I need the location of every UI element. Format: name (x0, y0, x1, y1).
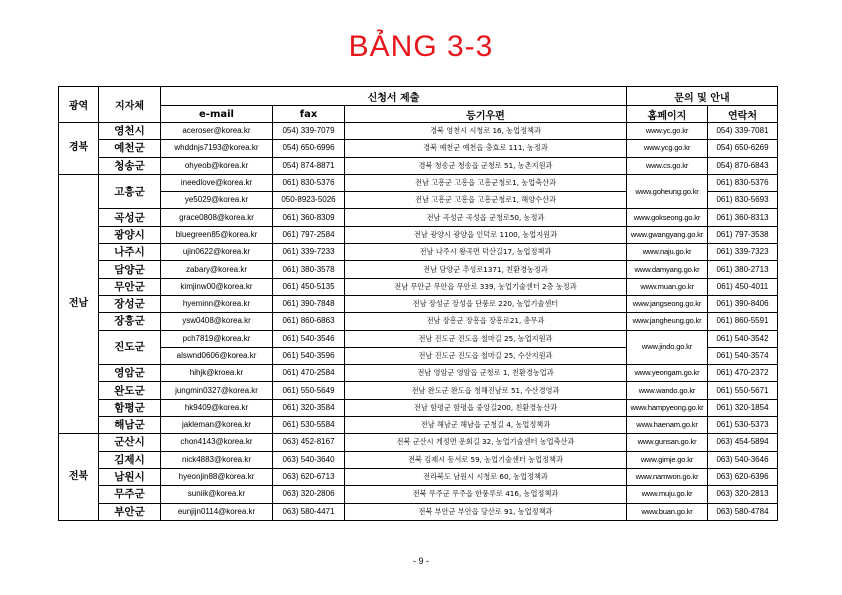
email-cell: ye5029@korea.kr (161, 192, 273, 209)
fax-cell: 061) 860-6863 (273, 313, 345, 330)
fax-cell: 061) 530-5584 (273, 417, 345, 434)
table-row (59, 123, 778, 140)
header-contact: 연락처 (708, 106, 778, 123)
address-cell: 전북 무주군 무주읍 한풍루로 416, 농업정책과 (345, 486, 627, 503)
address-cell: 전남 담양군 추성로1371, 친환경농정과 (345, 261, 627, 278)
contact-cell: 054) 870-6843 (708, 157, 778, 174)
email-cell: hihjk@kroea.kr (161, 365, 273, 382)
fax-cell: 063) 540-3640 (273, 451, 345, 468)
homepage-cell: www.gokseong.go.kr (627, 209, 708, 226)
header-homepage: 홈페이지 (627, 106, 708, 123)
fax-cell: 050-8923-5026 (273, 192, 345, 209)
contact-cell: 061) 797-3538 (708, 226, 778, 243)
address-cell: 전남 무안군 무안읍 무안로 339, 농업기술센터 2층 농정과 (345, 278, 627, 295)
table-row (59, 330, 778, 347)
address-cell: 경북 예천군 예천읍 충효로 111, 농정과 (345, 140, 627, 157)
fax-cell: 061) 540-3546 (273, 330, 345, 347)
region-cell: 전북 (59, 434, 99, 520)
page-title: BẢNG 3-3 (348, 30, 494, 63)
address-cell: 전남 장성군 장성읍 단풍로 220, 농업기술센터 (345, 295, 627, 312)
address-cell: 전남 고흥군 고흥읍 고흥군청로1, 해양수산과 (345, 192, 627, 209)
municipality-cell: 나주시 (99, 244, 161, 261)
header-mail: 등기우편 (345, 106, 627, 123)
header-region: 광역 (59, 87, 99, 123)
email-cell: alswnd0606@korea.kr (161, 347, 273, 364)
fax-cell: 061) 339-7233 (273, 244, 345, 261)
municipality-cell: 영암군 (99, 365, 161, 382)
table-row (59, 140, 778, 157)
fax-cell: 063) 320-2806 (273, 486, 345, 503)
municipality-cell: 군산시 (99, 434, 161, 451)
municipality-cell: 장성군 (99, 295, 161, 312)
region-cell: 전남 (59, 174, 99, 433)
contact-cell: 061) 339-7323 (708, 244, 778, 261)
email-cell: hk9409@korea.kr (161, 399, 273, 416)
homepage-cell: www.buan.go.kr (627, 503, 708, 520)
municipality-cell: 담양군 (99, 261, 161, 278)
municipality-cell: 청송군 (99, 157, 161, 174)
municipality-cell: 진도군 (99, 330, 161, 365)
municipality-cell: 고흥군 (99, 174, 161, 209)
homepage-cell: www.jangseong.go.kr (627, 295, 708, 312)
contact-cell: 063) 540-3646 (708, 451, 778, 468)
fax-cell: 063) 452-8167 (273, 434, 345, 451)
address-cell: 전남 나주시 왕곡면 덕산길17, 농업정책과 (345, 244, 627, 261)
address-cell: 전북 부안군 부안읍 당산로 91, 농업정책과 (345, 503, 627, 520)
fax-cell: 063) 580-4471 (273, 503, 345, 520)
table-row (59, 365, 778, 382)
contact-table (58, 86, 778, 521)
email-cell: bluegreen85@korea.kr (161, 226, 273, 243)
fax-cell: 061) 450-5135 (273, 278, 345, 295)
email-cell: zabary@korea.kr (161, 261, 273, 278)
email-cell: hyeminn@korea.kr (161, 295, 273, 312)
table-row (59, 209, 778, 226)
address-cell: 전남 곡성군 곡성읍 군청로50, 농정과 (345, 209, 627, 226)
municipality-cell: 김제시 (99, 451, 161, 468)
table-row (59, 313, 778, 330)
table-row (59, 503, 778, 520)
header-inquiry: 문의 및 안내 (627, 87, 778, 106)
address-cell: 전라북도 남원시 시청로 60, 농업정책과 (345, 468, 627, 485)
municipality-cell: 무안군 (99, 278, 161, 295)
address-cell: 경북 영천시 시청로 16, 농업정책과 (345, 123, 627, 140)
homepage-cell: www.namwon.go.kr (627, 468, 708, 485)
table-row (59, 434, 778, 451)
contact-cell: 063) 454-5894 (708, 434, 778, 451)
homepage-cell: www.jindo.go.kr (627, 330, 708, 365)
table-row (59, 226, 778, 243)
email-cell: ohyeob@korea.kr (161, 157, 273, 174)
contact-cell: 061) 860-5591 (708, 313, 778, 330)
homepage-cell: www.gimje.go.kr (627, 451, 708, 468)
homepage-cell: www.wando.go.kr (627, 382, 708, 399)
email-cell: nick4883@korea.kr (161, 451, 273, 468)
email-cell: eunjijn0114@korea.kr (161, 503, 273, 520)
header-municipality: 지자체 (99, 87, 161, 123)
address-cell: 전남 영암군 영암읍 군청로 1, 친환경농업과 (345, 365, 627, 382)
fax-cell: 061) 320-3584 (273, 399, 345, 416)
address-cell: 전북 김제시 동서로 59, 농업기술센터 농업정책과 (345, 451, 627, 468)
homepage-cell: www.damyang.go.kr (627, 261, 708, 278)
table-row (59, 382, 778, 399)
homepage-cell: www.goheung.go.kr (627, 174, 708, 209)
fax-cell: 061) 380-3578 (273, 261, 345, 278)
municipality-cell: 광양시 (99, 226, 161, 243)
fax-cell: 061) 797-2584 (273, 226, 345, 243)
fax-cell: 061) 360-8309 (273, 209, 345, 226)
table-row (59, 486, 778, 503)
email-cell: ysw0408@korea.kr (161, 313, 273, 330)
contact-cell: 061) 540-3542 (708, 330, 778, 347)
fax-cell: 061) 540-3596 (273, 347, 345, 364)
email-cell: aceroser@korea.kr (161, 123, 273, 140)
email-cell: whddnjs7193@korea.kr (161, 140, 273, 157)
contact-cell: 061) 320-1854 (708, 399, 778, 416)
homepage-cell: www.ycg.go.kr (627, 140, 708, 157)
table-row (59, 399, 778, 416)
table-row (59, 451, 778, 468)
email-cell: jungmin0327@korea.kr (161, 382, 273, 399)
contact-cell: 063) 320-2813 (708, 486, 778, 503)
email-cell: hyeonjin88@korea.kr (161, 468, 273, 485)
fax-cell: 061) 390-7848 (273, 295, 345, 312)
fax-cell: 061) 550-5649 (273, 382, 345, 399)
address-cell: 전남 완도군 완도읍 청해진남로 51, 수산경영과 (345, 382, 627, 399)
homepage-cell: www.muju.go.kr (627, 486, 708, 503)
homepage-cell: www.hampyeong.go.kr (627, 399, 708, 416)
address-cell: 전남 고흥군 고흥읍 고흥군청로1, 농업축산과 (345, 174, 627, 191)
municipality-cell: 해남군 (99, 417, 161, 434)
municipality-cell: 영천시 (99, 123, 161, 140)
municipality-cell: 완도군 (99, 382, 161, 399)
homepage-cell: www.yeongam.go.kr (627, 365, 708, 382)
fax-cell: 061) 470-2584 (273, 365, 345, 382)
homepage-cell: www.naju.go.kr (627, 244, 708, 261)
email-cell: suniik@korea.kr (161, 486, 273, 503)
header-application: 신청서 제출 (161, 87, 627, 106)
municipality-cell: 남원시 (99, 468, 161, 485)
homepage-cell: www.gunsan.go.kr (627, 434, 708, 451)
email-cell: pch7819@korea.kr (161, 330, 273, 347)
email-cell: chon4143@korea.kr (161, 434, 273, 451)
address-cell: 전남 광양시 광양읍 인덕로 1100, 농업지원과 (345, 226, 627, 243)
homepage-cell: www.gwangyang.go.kr (627, 226, 708, 243)
fax-cell: 054) 339-7079 (273, 123, 345, 140)
address-cell: 전남 장흥군 장흥읍 장흥로21, 총무과 (345, 313, 627, 330)
homepage-cell: www.cs.go.kr (627, 157, 708, 174)
fax-cell: 063) 620-6713 (273, 468, 345, 485)
fax-cell: 054) 650-6996 (273, 140, 345, 157)
municipality-cell: 장흥군 (99, 313, 161, 330)
address-cell: 전남 함평군 함평읍 중앙길200, 친환경농산과 (345, 399, 627, 416)
municipality-cell: 무주군 (99, 486, 161, 503)
table-row (59, 157, 778, 174)
contact-cell: 061) 470-2372 (708, 365, 778, 382)
homepage-cell: www.muan.go.kr (627, 278, 708, 295)
contact-cell: 063) 620-6396 (708, 468, 778, 485)
address-cell: 전남 진도군 진도읍 철마길 25, 농업지원과 (345, 330, 627, 347)
email-cell: grace0808@korea.kr (161, 209, 273, 226)
contact-cell: 063) 580-4784 (708, 503, 778, 520)
homepage-cell: www.haenam.go.kr (627, 417, 708, 434)
homepage-cell: www.yc.go.kr (627, 123, 708, 140)
address-cell: 전남 진도군 진도읍 철마길 25, 수산지원과 (345, 347, 627, 364)
contact-cell: 054) 650-6269 (708, 140, 778, 157)
fax-cell: 054) 874-8871 (273, 157, 345, 174)
contact-cell: 061) 390-8406 (708, 295, 778, 312)
region-cell: 경북 (59, 123, 99, 175)
address-cell: 전남 해남군 해남읍 군청길 4, 농업정책과 (345, 417, 627, 434)
table-row (59, 261, 778, 278)
table-row (59, 244, 778, 261)
table-row (59, 174, 778, 191)
municipality-cell: 함평군 (99, 399, 161, 416)
address-cell: 경북 청송군 청송읍 군청로 51, 농촌지원과 (345, 157, 627, 174)
homepage-cell: www.jangheung.go.kr (627, 313, 708, 330)
municipality-cell: 부안군 (99, 503, 161, 520)
email-cell: ujin0622@korea.kr (161, 244, 273, 261)
header-fax: fax (273, 106, 345, 123)
address-cell: 전북 군산시 게정면 운회길 32, 농업기술센터 농업축산과 (345, 434, 627, 451)
contact-cell: 061) 450-4011 (708, 278, 778, 295)
contact-cell: 061) 360-8313 (708, 209, 778, 226)
contact-cell: 061) 380-2713 (708, 261, 778, 278)
contact-cell: 061) 830-5376 (708, 174, 778, 191)
table-row (59, 417, 778, 434)
table-body (59, 123, 778, 521)
table-row (59, 278, 778, 295)
contact-cell: 061) 530-5373 (708, 417, 778, 434)
fax-cell: 061) 830-5376 (273, 174, 345, 191)
email-cell: ineedlove@korea.kr (161, 174, 273, 191)
municipality-cell: 곡성군 (99, 209, 161, 226)
email-cell: jakleman@korea.kr (161, 417, 273, 434)
contact-cell: 061) 550-5671 (708, 382, 778, 399)
header-email: e-mail (161, 106, 273, 123)
municipality-cell: 예천군 (99, 140, 161, 157)
email-cell: kimjinw00@korea.kr (161, 278, 273, 295)
contact-cell: 054) 339-7081 (708, 123, 778, 140)
page-number: - 9 - (412, 556, 429, 566)
table-row (59, 468, 778, 485)
contact-cell: 061) 540-3574 (708, 347, 778, 364)
contact-cell: 061) 830-5693 (708, 192, 778, 209)
table-row (59, 295, 778, 312)
